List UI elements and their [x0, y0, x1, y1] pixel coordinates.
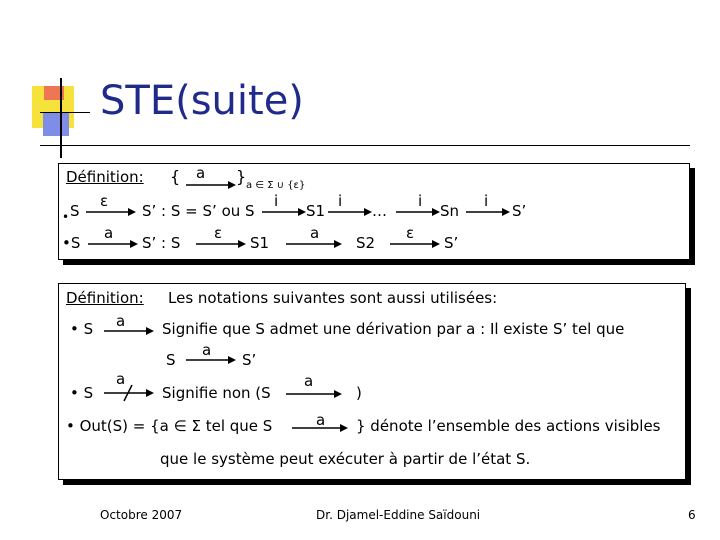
footer-author: Dr. Djamel-Eddine Saïdouni [316, 508, 481, 522]
line2-text: S’ : S [142, 234, 181, 252]
definition-text-2: Les notations suivantes sont aussi utilisées: [168, 289, 498, 307]
row1b-sprime: S’ [242, 351, 257, 369]
line1-arrow-4 [466, 207, 510, 217]
definition-label-2: Définition: [66, 289, 144, 307]
row1b-s: S [166, 351, 176, 369]
line1-arrow-1 [262, 207, 306, 217]
line1-i4: i [484, 192, 489, 210]
line2-arrow-a2 [286, 239, 342, 249]
brace-subscript: a ∈ Σ ∪ {ε} [246, 180, 306, 191]
line1-arrow-2 [328, 207, 372, 217]
deco-blue-square [43, 112, 69, 136]
row3-arrow [292, 423, 348, 433]
brace-open: { [170, 167, 181, 186]
line1-epsilon: ε [100, 192, 109, 210]
line2-bullet-s: •S [62, 234, 81, 252]
line1-arrow-eps [86, 207, 136, 217]
row2-a2: a [304, 372, 314, 390]
row2-crossed-arrow [104, 383, 154, 403]
row1-text: Signifie que S admet une dérivation par a : Il existe S’ tel que [162, 320, 625, 338]
row2-text: Signifie non (S [162, 384, 271, 402]
line1-bullet: • [62, 210, 70, 224]
row1b-a: a [202, 341, 212, 359]
line2-arrow-eps [196, 239, 246, 249]
row1-arrow [104, 326, 154, 336]
footer-date: Octobre 2007 [100, 508, 183, 522]
row4-text: que le système peut exécuter à partir de l’état S. [160, 450, 531, 468]
brace-close: } [236, 167, 247, 186]
line1-dots: … [372, 202, 387, 220]
brace-action-a: a [196, 164, 206, 182]
row2-a: a [116, 370, 126, 388]
footer-page-number: 6 [688, 508, 696, 522]
row3-text: • Out(S) = {a ∈ Σ tel que S [66, 417, 273, 435]
row1-bullet-s: • S [70, 320, 94, 338]
line2-epsilon: ε [214, 224, 223, 242]
deco-horizontal-line [40, 145, 690, 146]
deco-short-line [40, 112, 90, 113]
line1-i2: i [338, 192, 343, 210]
line1-i1: i [274, 192, 279, 210]
line2-epsilon2: ε [406, 224, 415, 242]
line2-arrow-a [88, 239, 138, 249]
deco-vertical-line [60, 78, 62, 158]
definition-label-1: Définition: [66, 168, 144, 186]
line2-arrow-eps2 [390, 239, 440, 249]
page-title: STE(suite) [100, 78, 304, 124]
row2-arrow-2 [286, 389, 342, 399]
line2-sprime: S’ [444, 234, 459, 252]
line1-arrow-3 [396, 207, 440, 217]
row3-a: a [316, 411, 326, 429]
row3-tail: } dénote l’ensemble des actions visibles [356, 417, 661, 435]
line2-a: a [104, 224, 114, 242]
line1-i3: i [418, 192, 423, 210]
line1-s1: S1 [306, 202, 326, 220]
line2-a2: a [310, 224, 320, 242]
line2-s1: S1 [250, 234, 270, 252]
line1-sn: Sn [440, 202, 460, 220]
line2-s2: S2 [356, 234, 376, 252]
row1b-arrow [186, 355, 236, 365]
line1-s: S [70, 202, 80, 220]
row1-a: a [116, 312, 126, 330]
row2-close: ) [356, 384, 362, 402]
brace-arrow [186, 180, 236, 190]
line1-text: S’ : S = S’ ou S [142, 202, 255, 220]
row2-bullet-s: • S [70, 384, 94, 402]
line1-sprime: S’ [512, 202, 527, 220]
